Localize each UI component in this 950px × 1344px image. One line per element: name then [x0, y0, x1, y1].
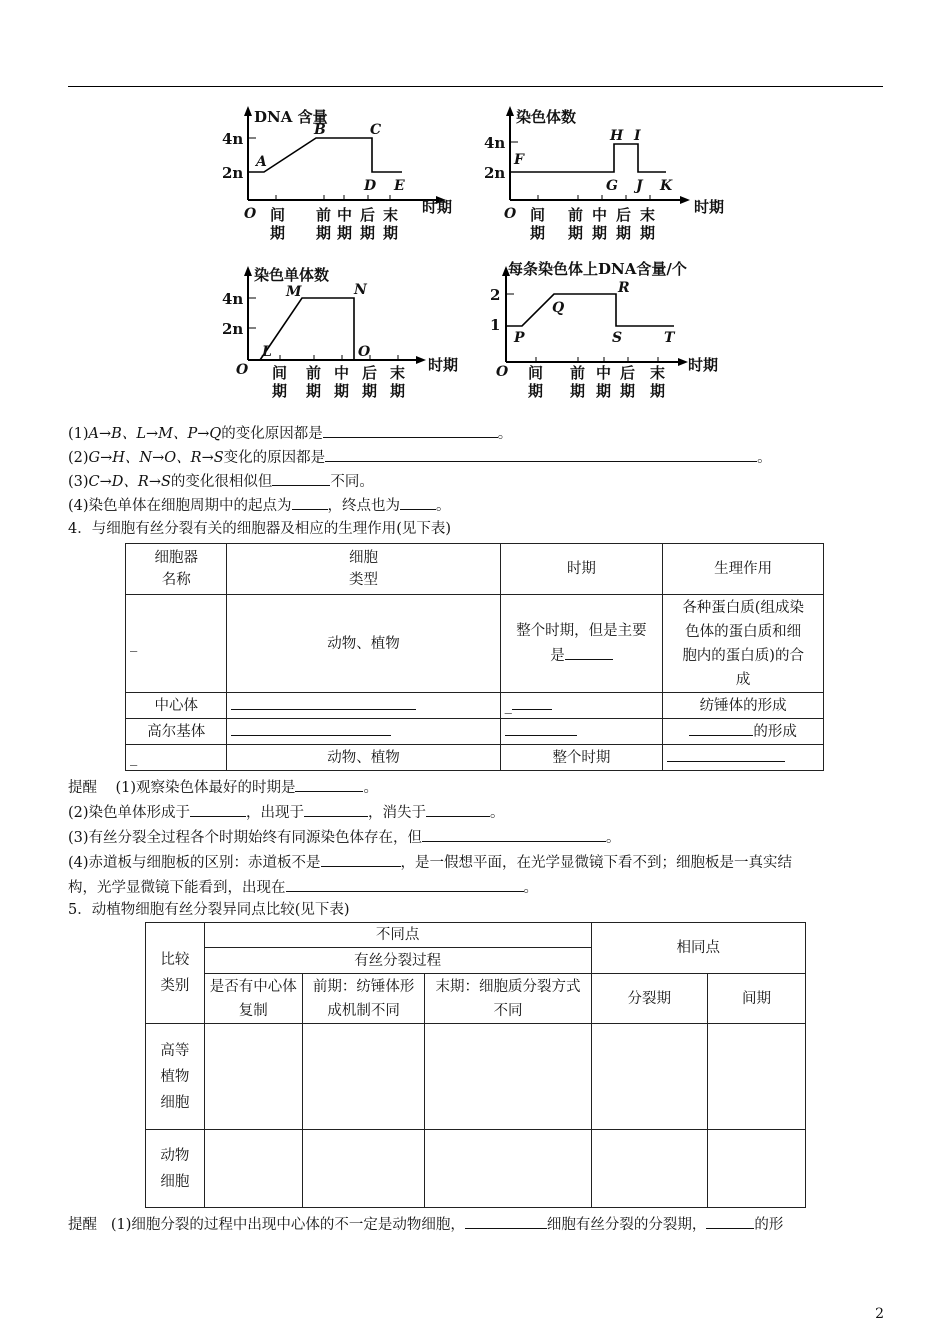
- point-label: B: [314, 122, 326, 138]
- svg-text:期: 期: [650, 382, 666, 400]
- point-label: S: [612, 330, 623, 346]
- chart2-xlabel: 时期: [694, 198, 725, 216]
- row1-period: 整个时期，但是主要 是: [500, 595, 663, 693]
- q3-line-1: (1)A→B、L→M、P→Q的变化原因都是 。: [68, 421, 512, 445]
- point-label: E: [394, 178, 405, 194]
- svg-text:中: 中: [334, 364, 350, 382]
- point-label: I: [634, 128, 641, 144]
- row4-name: _: [126, 745, 227, 771]
- svg-text:后: 后: [616, 206, 632, 224]
- svg-text:前: 前: [570, 364, 586, 382]
- svg-text:期: 期: [592, 224, 608, 242]
- header-differences: 不同点: [204, 923, 591, 948]
- row3-name: 高尔基体: [126, 719, 227, 745]
- answer-blank[interactable]: [321, 850, 401, 867]
- answer-blank[interactable]: [231, 719, 391, 736]
- cell-blank[interactable]: [425, 1130, 591, 1208]
- chart2-ytick-4n: 4n: [484, 134, 506, 152]
- point-label: M: [286, 284, 302, 300]
- answer-blank[interactable]: [231, 693, 416, 710]
- answer-blank[interactable]: [295, 775, 363, 792]
- q3-line-2: (2)G→H、N→O、R→S变化的原因都是 。: [68, 445, 772, 469]
- header-mitosis-process: 有丝分裂过程: [204, 948, 591, 974]
- svg-text:期: 期: [390, 382, 406, 400]
- svg-text:期: 期: [640, 224, 656, 242]
- point-label: Q: [552, 300, 565, 316]
- origin-label: O: [236, 362, 249, 378]
- svg-text:期: 期: [570, 382, 586, 400]
- chart3-ylabel: 染色单体数: [254, 266, 330, 284]
- svg-text:中: 中: [596, 364, 612, 382]
- chart2-phases: [530, 206, 655, 242]
- svg-text:期: 期: [596, 382, 612, 400]
- chart-chromatid-count: [218, 260, 478, 400]
- answer-blank[interactable]: [190, 800, 246, 817]
- svg-text:前: 前: [306, 364, 322, 382]
- svg-text:期: 期: [568, 224, 584, 242]
- col-prophase: 前期：纺锤体形 成机制不同: [302, 974, 425, 1024]
- answer-blank[interactable]: [325, 445, 757, 462]
- q3-line-3: (3)C→D、R→S的变化很相似但 不同。: [68, 469, 374, 493]
- point-label: C: [370, 122, 382, 138]
- cell-blank[interactable]: [302, 1130, 425, 1208]
- svg-text:期: 期: [362, 382, 378, 400]
- chart4-ytick-1: 1: [490, 316, 501, 334]
- svg-text:前: 前: [568, 206, 584, 224]
- chart1-xlabel: 时期: [422, 198, 453, 216]
- svg-text:末: 末: [650, 364, 666, 382]
- row1-type: 动物、植物: [227, 595, 500, 693]
- svg-text:间: 间: [270, 206, 286, 224]
- chart1-ytick-4n: 4n: [222, 130, 244, 148]
- tip-final: 提醒 (1)细胞分裂的过程中出现中心体的不一定是动物细胞， 细胞有丝分裂的分裂期， 的形: [68, 1212, 783, 1236]
- chart3-xlabel: 时期: [428, 356, 459, 374]
- chart2-ylabel: 染色体数: [516, 108, 577, 126]
- svg-text:期: 期: [528, 382, 544, 400]
- answer-blank[interactable]: [505, 719, 577, 736]
- header-rule: [68, 86, 883, 87]
- answer-blank[interactable]: [667, 745, 785, 762]
- chart4-xlabel: 时期: [688, 356, 719, 374]
- point-label: K: [660, 178, 673, 194]
- svg-text:期: 期: [616, 224, 632, 242]
- compare-category: 比较 类别: [146, 923, 205, 1024]
- tip-3: (3)有丝分裂全过程各个时期始终有同源染色体存在，但 。: [68, 825, 621, 849]
- tip-4: (4)赤道板与细胞板的区别：赤道板不是 ，是一假想平面，在光学显微镜下看不到；细胞板是一真实结: [68, 850, 792, 874]
- chart4-ytick-2: 2: [490, 286, 501, 304]
- point-label: R: [618, 280, 630, 296]
- point-label: A: [256, 154, 267, 170]
- tip-2: (2)染色单体形成于 ，出现于 ，消失于 。: [68, 800, 505, 824]
- point-label: T: [664, 330, 675, 346]
- tip-5: 构，光学显微镜下能看到，出现在 。: [68, 875, 538, 899]
- point-label: O: [358, 344, 371, 360]
- svg-text:期: 期: [360, 224, 376, 242]
- chart1-phases: [270, 206, 398, 242]
- row1-function: 各种蛋白质(组成染 色体的蛋白质和细 胞内的蛋白质)的合 成: [663, 595, 824, 693]
- col-telophase: 末期：细胞质分裂方式 不同: [425, 974, 591, 1024]
- answer-blank[interactable]: [689, 719, 753, 736]
- tip-1: 提醒 (1)观察染色体最好的时期是 。: [68, 775, 378, 799]
- organelle-table: [125, 543, 824, 771]
- row-animal-cell: 动物 细胞: [146, 1130, 205, 1208]
- origin-label: O: [504, 206, 517, 222]
- svg-text:后: 后: [362, 364, 378, 382]
- svg-text:前: 前: [316, 206, 332, 224]
- answer-blank[interactable]: [426, 800, 490, 817]
- col-interphase: 间期: [708, 974, 806, 1024]
- answer-blank[interactable]: [422, 825, 606, 842]
- answer-blank[interactable]: [286, 875, 524, 892]
- svg-text:期: 期: [306, 382, 322, 400]
- row2-name: 中心体: [126, 693, 227, 719]
- cell-blank[interactable]: [302, 1024, 425, 1130]
- comparison-table: [145, 922, 806, 1208]
- row1-name: _: [126, 595, 227, 693]
- svg-text:间: 间: [272, 364, 288, 382]
- chart4-phases: [528, 364, 665, 400]
- chart-dna-content: [218, 100, 478, 240]
- chart4-ylabel: 每条染色体上DNA含量/个: [508, 260, 687, 278]
- point-label: P: [514, 330, 525, 346]
- svg-text:末: 末: [390, 364, 406, 382]
- point-label: L: [262, 344, 272, 360]
- svg-text:期: 期: [620, 382, 636, 400]
- header-cell-type: 细胞 类型: [227, 544, 500, 595]
- point-label: J: [636, 178, 643, 194]
- row3-function-suffix: 的形成: [753, 724, 797, 740]
- chart3-ytick-4n: 4n: [222, 290, 244, 308]
- svg-text:中: 中: [337, 206, 353, 224]
- cell-blank[interactable]: [204, 1130, 302, 1208]
- chart-dna-per-chromosome: [482, 258, 742, 398]
- answer-blank[interactable]: [272, 469, 330, 486]
- answer-blank[interactable]: [706, 1212, 754, 1229]
- svg-text:间: 间: [530, 206, 546, 224]
- header-organelle: 细胞器 名称: [126, 544, 227, 595]
- svg-text:中: 中: [592, 206, 608, 224]
- col-division-phase: 分裂期: [591, 974, 708, 1024]
- q3-line-4: (4)染色单体在细胞周期中的起点为 ，终点也为 。: [68, 493, 451, 517]
- q4-title: 4．与细胞有丝分裂有关的细胞器及相应的生理作用(见下表): [68, 521, 452, 537]
- svg-text:期: 期: [337, 224, 353, 242]
- row2-function: 纺锤体的形成: [663, 693, 824, 719]
- svg-text:末: 末: [383, 206, 399, 224]
- point-label: F: [514, 152, 524, 168]
- svg-text:期: 期: [383, 224, 399, 242]
- chart1-ytick-2n: 2n: [222, 164, 244, 182]
- header-function: 生理作用: [663, 544, 824, 595]
- cell-blank[interactable]: [425, 1024, 591, 1130]
- chart-chromosome-count: [480, 100, 740, 240]
- row-plant-cell: 高等 植物 细胞: [146, 1024, 205, 1130]
- point-label: G: [606, 178, 618, 194]
- point-label: D: [364, 178, 377, 194]
- svg-text:期: 期: [272, 382, 288, 400]
- cell-blank[interactable]: [204, 1024, 302, 1130]
- answer-blank[interactable]: [304, 800, 368, 817]
- svg-text:期: 期: [530, 224, 546, 242]
- answer-blank[interactable]: [400, 493, 436, 510]
- cell-blank[interactable]: [591, 1024, 708, 1130]
- svg-text:期: 期: [316, 224, 332, 242]
- page-number: 2: [875, 1306, 884, 1322]
- row2-period: _: [504, 698, 512, 714]
- answer-blank[interactable]: [292, 493, 328, 510]
- chart2-ytick-2n: 2n: [484, 164, 506, 182]
- row4-period: 整个时期: [500, 745, 663, 771]
- point-label: N: [354, 282, 367, 298]
- header-period: 时期: [500, 544, 663, 595]
- answer-blank[interactable]: [512, 693, 552, 710]
- svg-text:后: 后: [360, 206, 376, 224]
- col-centrosome: 是否有中心体 复制: [204, 974, 302, 1024]
- chart3-ytick-2n: 2n: [222, 320, 244, 338]
- point-label: H: [610, 128, 624, 144]
- svg-text:期: 期: [270, 224, 286, 242]
- origin-label: O: [496, 364, 509, 380]
- cell-blank[interactable]: [708, 1024, 806, 1130]
- svg-text:间: 间: [528, 364, 544, 382]
- answer-blank[interactable]: [323, 421, 498, 438]
- row4-type: 动物、植物: [227, 745, 500, 771]
- chart3-phases: [272, 364, 405, 400]
- cell-blank[interactable]: [708, 1130, 806, 1208]
- chart1-ylabel: DNA 含量: [254, 108, 328, 126]
- cell-blank[interactable]: [591, 1130, 708, 1208]
- header-similarities: 相同点: [591, 923, 806, 974]
- q5-title: 5．动植物细胞有丝分裂异同点比较(见下表): [68, 902, 350, 918]
- answer-blank[interactable]: [465, 1212, 547, 1229]
- svg-text:期: 期: [334, 382, 350, 400]
- svg-text:后: 后: [620, 364, 636, 382]
- origin-label: O: [244, 206, 257, 222]
- svg-text:末: 末: [640, 206, 656, 224]
- answer-blank[interactable]: [565, 643, 613, 660]
